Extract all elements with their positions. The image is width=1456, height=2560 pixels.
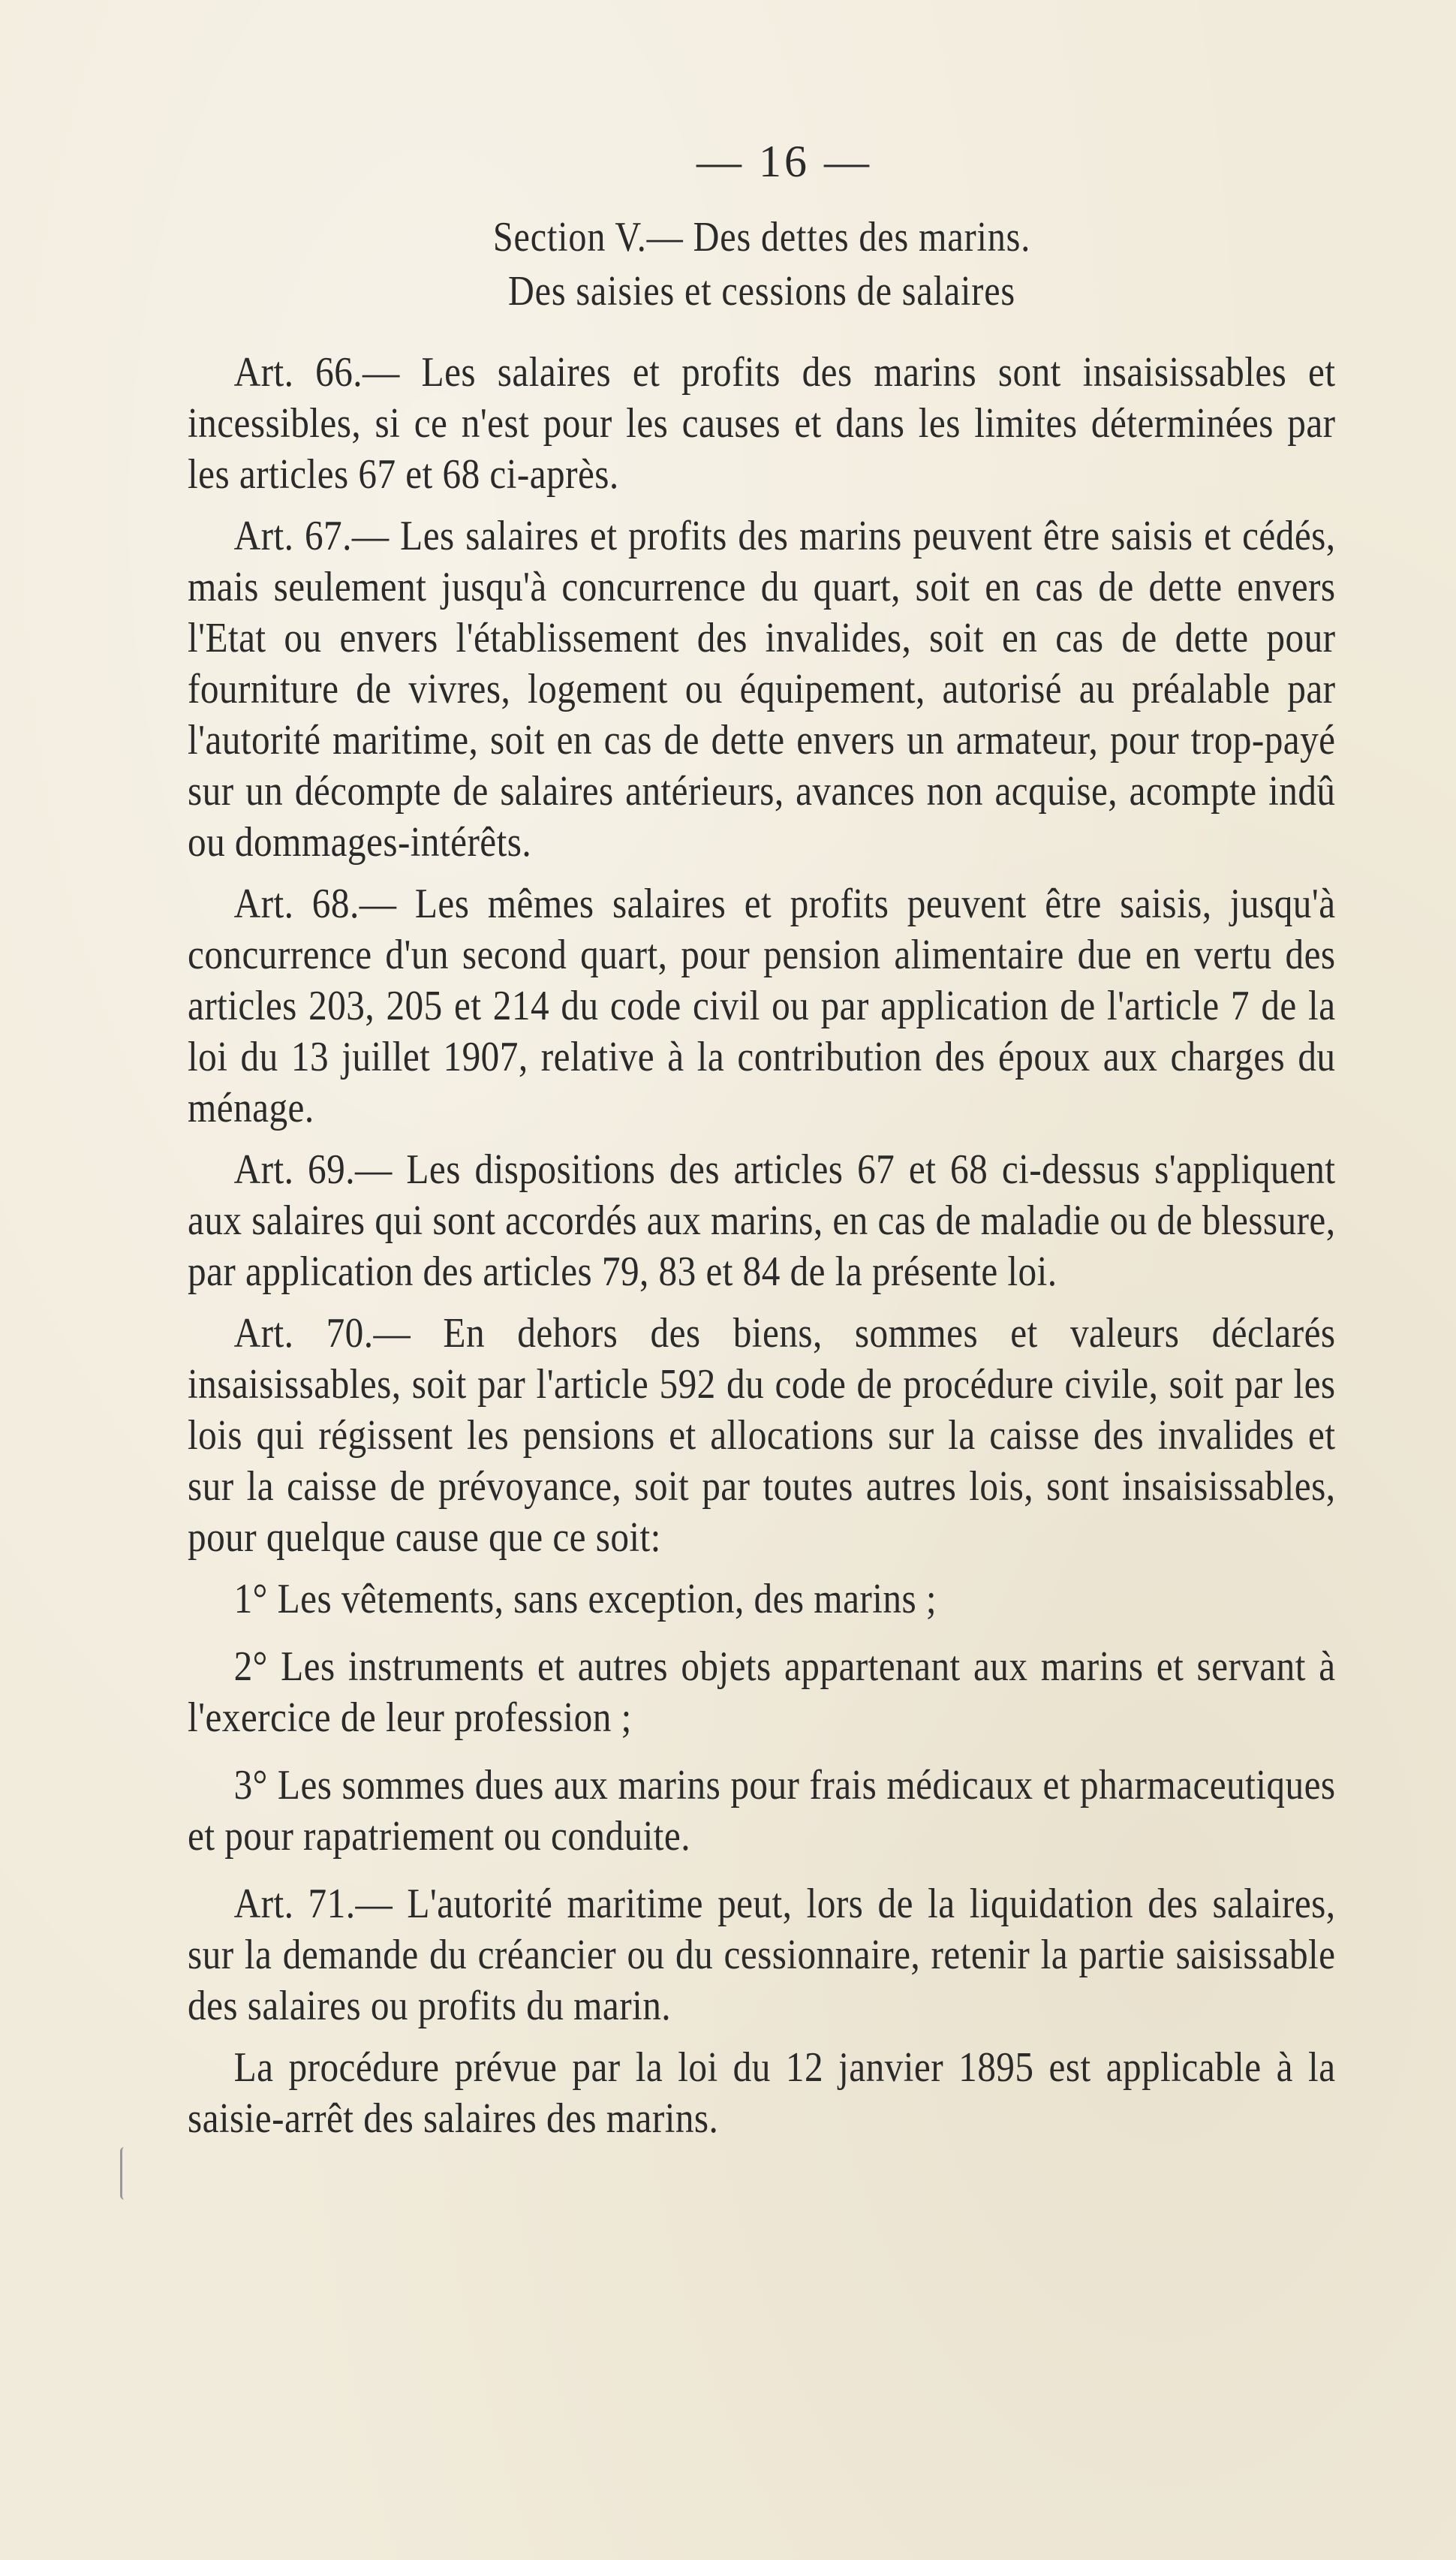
article-67: Art. 67.— Les salaires et profits des marins peuvent être saisis et cédés, mais seulement jusqu'à concurrence du quart, soit en cas de dette envers l'Etat ou envers l'établissement des invalides, soit en cas de dette pour fourniture de vivres, logement ou équipement, autorisé au préalable par l'autorité maritime, soit en cas de dette envers un armateur, pour trop-payé sur un décompte de salaires antérieurs, avances non acquise, acompte indû ou dommages-intérêts.	[188, 513, 1336, 866]
closing-paragraph: La procédure prévue par la loi du 12 janvier 1895 est applicable à la saisie-arrêt des salaires des marins.	[188, 2044, 1336, 2142]
document-page	[188, 135, 1336, 2155]
margin-bracket-mark	[120, 2147, 128, 2200]
article-70: Art. 70.— En dehors des biens, sommes et valeurs déclarés insaisissables, soit par l'article 592 du code de procédure civile, soit par les lois qui régissent les pensions et allocations sur la caisse des invalides et sur la caisse de prévoyance, soit par toutes autres lois, sont insaisissables, pour quelque cause que ce soit:	[188, 1310, 1336, 1561]
article-71: Art. 71.— L'autorité maritime peut, lors de la liquidation des salaires, sur la demande du créancier ou du cessionnaire, retenir la partie saisissable des salaires ou profits du marin.	[188, 1881, 1336, 2029]
list-item-1: 1° Les vêtements, sans exception, des marins ;	[233, 1576, 937, 1622]
section-title-line-1: Section V.— Des dettes des marins.	[492, 214, 1031, 261]
list-item-3: 3° Les sommes dues aux marins pour frais médicaux et pharmaceutiques et pour rapatriement ou conduite.	[188, 1762, 1336, 1860]
article-68: Art. 68.— Les mêmes salaires et profits peuvent être saisis, jusqu'à concurrence d'un second quart, pour pension alimentaire due en vertu des articles 203, 205 et 214 du code civil ou par application de l'article 7 de la loi du 13 juillet 1907, relative à la contribution des époux aux charges du ménage.	[188, 881, 1336, 1131]
section-title-line-2: Des saisies et cessions de salaires	[507, 268, 1016, 315]
article-66: Art. 66.— Les salaires et profits des marins sont insaisissables et incessibles, si ce n'est pour les causes et dans les limites déterminées par les articles 67 et 68 ci-après.	[188, 349, 1336, 498]
article-69: Art. 69.— Les dispositions des articles 67 et 68 ci-dessus s'appliquent aux salaires qui sont accordés aux marins, en cas de maladie ou de blessure, par application des articles 79, 83 et 84 de la présente loi.	[188, 1146, 1336, 1295]
list-item-2: 2° Les instruments et autres objets appartenant aux marins et servant à l'exercice de leur profession ;	[188, 1643, 1336, 1741]
page-number: — 16 —	[696, 137, 872, 186]
body-text	[188, 347, 1336, 2144]
